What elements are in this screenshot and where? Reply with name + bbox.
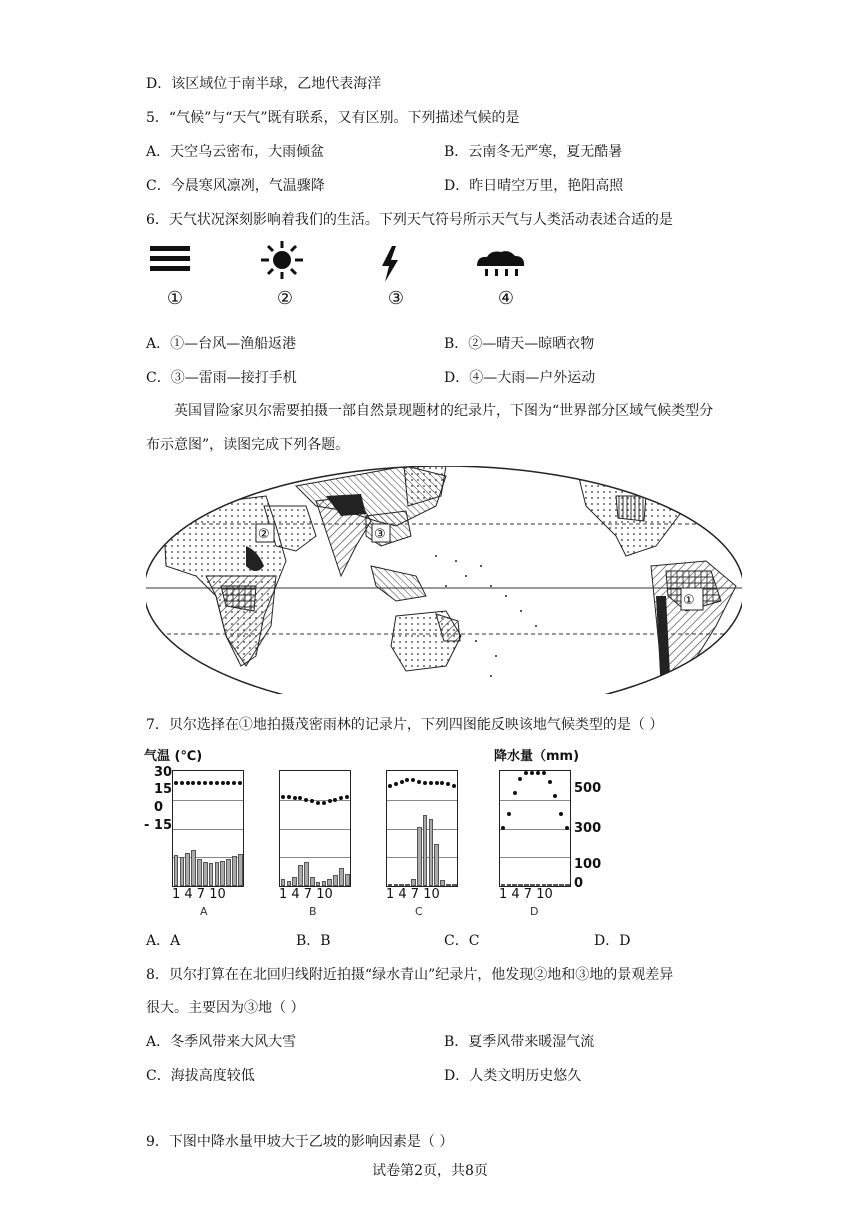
precipitation-bar: [530, 884, 535, 886]
temperature-point: [452, 784, 456, 788]
q6-option-a: A．①—台风—渔船返港: [146, 336, 297, 352]
rain-icon: [470, 250, 530, 280]
material-intro: 英国冒险家贝尔需要拍摄一部自然景现题材的纪录片，下图为“世界部分区域气候类型分布示意图”，读图完成下列各题。: [146, 403, 714, 453]
temperature-point: [501, 826, 505, 830]
q4-option-d: D．该区域位于南半球，乙地代表海洋: [146, 76, 382, 92]
temperature-point: [440, 781, 444, 785]
q8-option-d: D．人类文明历史悠久: [444, 1068, 582, 1084]
symbol-number-4: ④: [497, 288, 515, 309]
climate-charts: [144, 745, 602, 920]
temperature-point: [405, 778, 409, 782]
q8-stem-line2: 很大。主要因为③地（ ）: [146, 1000, 305, 1016]
q8-option-b: B．夏季风带来暖湿气流: [444, 1034, 595, 1050]
temperature-point: [191, 781, 195, 785]
month-ticks-d: 1 4 7 10: [499, 887, 553, 902]
q6-stem: 6．天气状况深刻影响着我们的生活。下列天气符号所示天气与人类活动表述合适的是: [146, 212, 673, 228]
temperature-point: [333, 798, 337, 802]
q5-option-d: D．昨日晴空万里，艳阳高照: [444, 178, 624, 194]
temperature-point: [316, 801, 320, 805]
climate-panel-c: [386, 770, 458, 887]
q5-option-a: A．天空乌云密布，大雨倾盆: [146, 144, 325, 160]
precipitation-bar: [304, 862, 309, 886]
precipitation-bar: [287, 881, 292, 886]
temperature-point: [435, 781, 439, 785]
month-ticks-c: 1 4 7 10: [386, 887, 440, 902]
precipitation-bar: [518, 884, 523, 886]
precipitation-bar: [507, 884, 512, 886]
precipitation-bar: [191, 850, 196, 886]
precipitation-bar: [180, 857, 185, 886]
precipitation-bar: [238, 854, 243, 886]
sunny-icon: [252, 240, 312, 280]
precipitation-bar: [281, 879, 286, 886]
map-label-1: ①: [683, 593, 695, 608]
precipitation-bar: [446, 884, 451, 886]
q8-option-a: A．冬季风带来大风大雪: [146, 1034, 297, 1050]
temperature-point: [281, 795, 285, 799]
precipitation-bar: [411, 879, 416, 886]
temperature-point: [565, 826, 569, 830]
panel-label-a: A: [200, 905, 208, 918]
gridline: [500, 829, 570, 830]
precipitation-bar: [524, 884, 529, 886]
precipitation-bar: [298, 865, 303, 886]
precipitation-bar: [197, 859, 202, 886]
precipitation-bar: [215, 862, 220, 886]
temperature-point: [322, 801, 326, 805]
temp-tick: - 15: [144, 818, 173, 833]
temp-tick: 30: [154, 765, 173, 780]
gridline: [173, 800, 243, 801]
temperature-point: [553, 794, 557, 798]
precipitation-bar: [536, 884, 541, 886]
q9-stem: 9．下图中降水量甲坡大于乙坡的影响因素是（ ）: [146, 1134, 454, 1150]
temp-tick: 15: [154, 782, 173, 797]
temperature-point: [328, 799, 332, 803]
precipitation-bar: [388, 884, 393, 886]
temperature-point: [559, 812, 563, 816]
panel-label-d: D: [530, 905, 539, 918]
precipitation-bar: [174, 855, 179, 886]
q5-option-c: C．今晨寒风凛冽，气温骤降: [146, 178, 325, 194]
precipitation-bar: [559, 884, 564, 886]
temperature-point: [394, 782, 398, 786]
temperature-point: [345, 795, 349, 799]
precipitation-bar: [542, 884, 547, 886]
q7-stem: 7．贝尔选择在①地拍摄茂密雨林的记录片，下列四图能反映该地气候类型的是（ ）: [146, 717, 664, 733]
temperature-point: [417, 780, 421, 784]
temperature-point: [530, 771, 534, 775]
precipitation-bar: [399, 884, 404, 886]
precipitation-bar: [345, 874, 350, 886]
gridline: [280, 829, 350, 830]
temperature-point: [518, 777, 522, 781]
temperature-point: [226, 781, 230, 785]
precipitation-bar: [185, 853, 190, 886]
temperature-point: [221, 781, 225, 785]
precipitation-bar: [512, 884, 517, 886]
precipitation-bar: [209, 863, 214, 886]
climate-panel-d: [499, 770, 571, 887]
month-ticks-b: 1 4 7 10: [279, 887, 333, 902]
temperature-point: [400, 780, 404, 784]
q7-option-c: C．C: [444, 933, 480, 949]
panel-label-c: C: [415, 905, 423, 918]
precipitation-bar: [547, 884, 552, 886]
precipitation-bar: [440, 880, 445, 886]
temperature-point: [542, 771, 546, 775]
symbol-number-2: ②: [276, 288, 294, 309]
q5-stem: 5．“气候”与“天气”既有联系，又有区别。下列描述气候的是: [146, 110, 520, 126]
map-label-3: ③: [374, 527, 386, 542]
precipitation-bar: [226, 859, 231, 886]
temperature-point: [174, 781, 178, 785]
temp-tick: 0: [154, 800, 164, 815]
precipitation-bar: [417, 827, 422, 886]
precipitation-bar: [310, 877, 315, 887]
temperature-point: [215, 781, 219, 785]
temperature-point: [411, 778, 415, 782]
precip-tick: 100: [574, 857, 602, 872]
precipitation-bar: [553, 884, 558, 886]
precipitation-bar: [501, 884, 506, 886]
precipitation-bar: [322, 881, 327, 886]
precipitation-bar: [452, 884, 457, 886]
precipitation-bar: [429, 819, 434, 886]
precipitation-bar: [405, 884, 410, 886]
fog-icon: [140, 244, 200, 274]
q6-option-c: C．③—雷雨—接打手机: [146, 370, 297, 386]
temperature-point: [507, 812, 511, 816]
thunder-icon: [360, 246, 420, 282]
temperature-point: [513, 791, 517, 795]
precipitation-axis-title: 降水量（mm): [494, 749, 580, 764]
panel-label-b: B: [309, 905, 317, 918]
precipitation-bar: [333, 875, 338, 886]
q7-option-d: D．D: [594, 933, 631, 949]
precipitation-bar: [220, 861, 225, 886]
precipitation-bar: [434, 844, 439, 886]
temperature-point: [524, 771, 528, 775]
symbol-number-1: ①: [166, 288, 184, 309]
gridline: [280, 857, 350, 858]
gridline: [173, 829, 243, 830]
temperature-point: [197, 781, 201, 785]
q6-option-d: D．④—大雨—户外运动: [444, 370, 596, 386]
climate-panel-b: [279, 770, 351, 887]
temperature-point: [429, 781, 433, 785]
q6-option-b: B．②—晴天—晾晒衣物: [444, 336, 595, 352]
precipitation-bar: [203, 862, 208, 886]
gridline: [500, 800, 570, 801]
temperature-axis-title: 气温 (℃): [144, 749, 203, 764]
q8-stem-line1: 8．贝尔打算在在北回归线附近拍摄“绿水青山”纪录片，他发现②地和③地的景观差异: [146, 967, 674, 983]
q7-option-a: A．A: [146, 933, 181, 949]
precipitation-bar: [339, 868, 344, 886]
temperature-point: [388, 784, 392, 788]
symbol-number-3: ③: [387, 288, 405, 309]
temperature-point: [203, 781, 207, 785]
gridline: [500, 857, 570, 858]
precipitation-bar: [394, 884, 399, 886]
precip-tick: 300: [574, 821, 602, 836]
precipitation-bar: [316, 882, 321, 886]
precipitation-bar: [565, 884, 570, 886]
climate-panel-a: [172, 770, 244, 887]
temperature-point: [209, 781, 213, 785]
precipitation-bar: [423, 815, 428, 886]
temperature-point: [238, 781, 242, 785]
precipitation-bar: [327, 879, 332, 886]
precipitation-bar: [232, 856, 237, 886]
q8-option-c: C．海拔高度较低: [146, 1068, 255, 1084]
precip-tick: 0: [574, 876, 584, 891]
temperature-point: [446, 782, 450, 786]
temperature-point: [310, 799, 314, 803]
q5-option-b: B．云南冬无严寒，夏无酷暑: [444, 144, 623, 160]
temperature-point: [548, 780, 552, 784]
precipitation-bar: [292, 877, 297, 887]
q7-option-b: B．B: [296, 933, 331, 949]
precip-tick: 500: [574, 781, 602, 796]
gridline: [387, 800, 457, 801]
map-label-2: ②: [258, 527, 270, 542]
temperature-point: [423, 781, 427, 785]
temperature-point: [536, 771, 540, 775]
climate-map: [146, 466, 742, 694]
page-footer: 试卷第2页，共8页: [372, 1163, 488, 1179]
temperature-point: [180, 781, 184, 785]
temperature-point: [287, 795, 291, 799]
month-ticks-a: 1 4 7 10: [172, 887, 226, 902]
temperature-point: [304, 798, 308, 802]
temperature-point: [186, 781, 190, 785]
temperature-point: [232, 781, 236, 785]
